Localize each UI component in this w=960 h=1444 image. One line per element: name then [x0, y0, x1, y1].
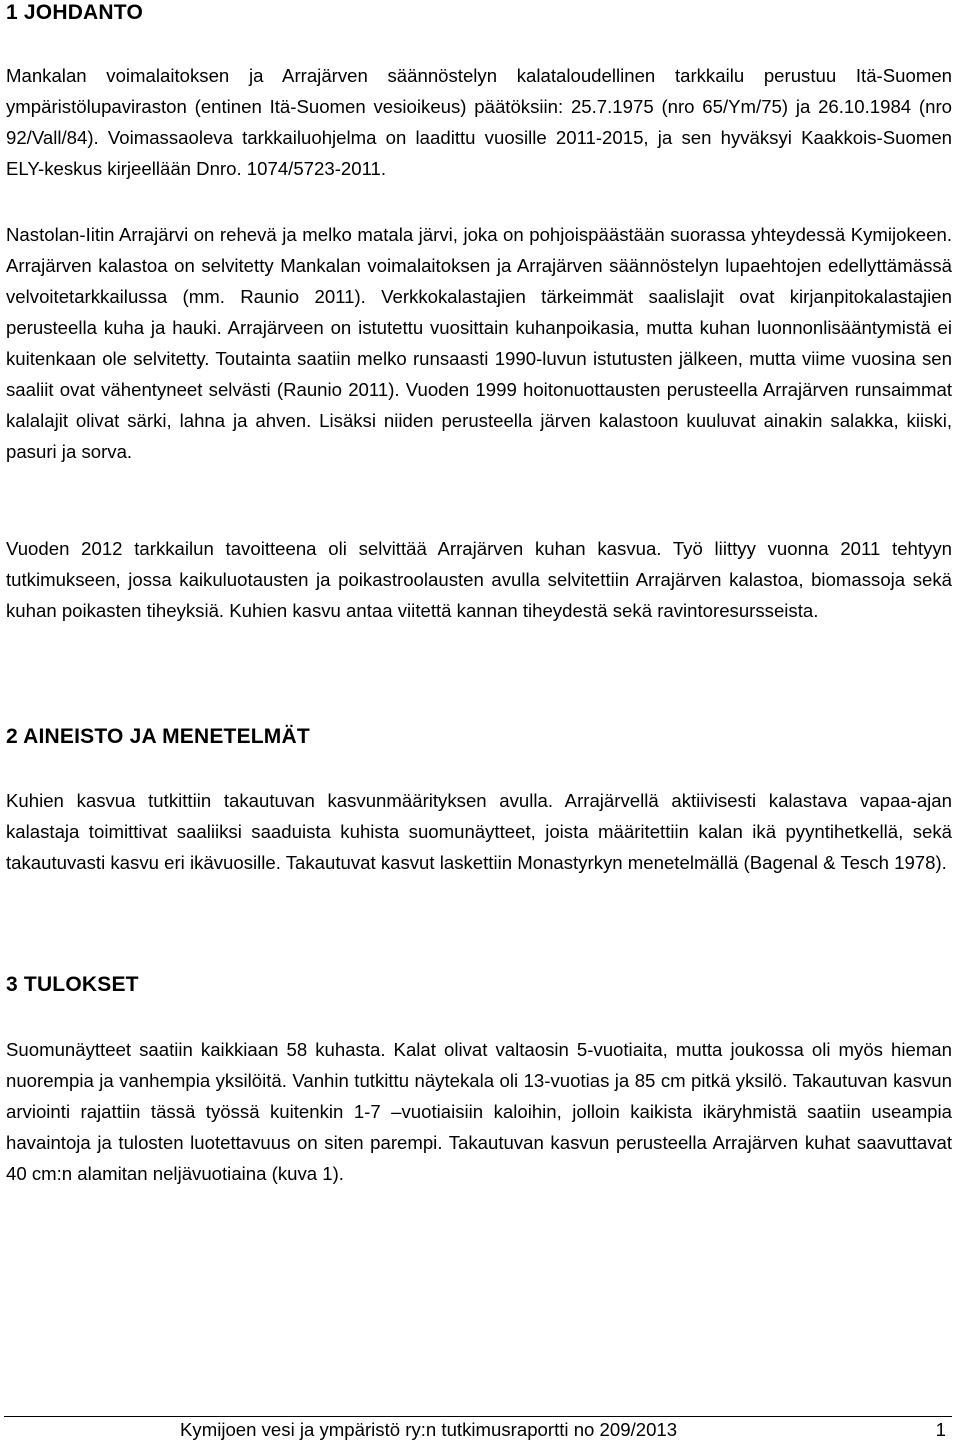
paragraph-methods-1: Kuhien kasvua tutkittiin takautuvan kasvunmäärityksen avulla. Arrajärvellä aktiivisesti kalastava vapaa-ajan kalastaja toimittivat saaliiksi saaduista kuhista suomunäytteet, joista määritettiin kalan ikä pyyntihetkellä, sekä takautuvasti kasvu eri ikävuosille. Takautuvat kasvut laskettiin Monastyrkyn menetelmällä (Bagenal & Tesch 1978). [6, 790, 952, 873]
section-heading-johdanto: 1 JOHDANTO [6, 1, 143, 24]
paragraph-intro-1: Mankalan voimalaitoksen ja Arrajärven säännöstelyn kalataloudellinen tarkkailu perustuu Itä-Suomen ympäristölupaviraston (entinen Itä-Suomen vesioikeus) päätöksiin: 25.7.1975 (nro 65/Ym/75) ja 26.10.1984 (nro 92/Vall/84). Voimassaoleva tarkkailuohjelma on laadittu vuosille 2011-2015, ja sen hyväksyi Kaakkois-Suomen ELY-keskus kirjeellään Dnro. 1074/5723-2011. [6, 65, 952, 179]
paragraph-intro-3: Vuoden 2012 tarkkailun tavoitteena oli selvittää Arrajärven kuhan kasvua. Työ liittyy vuonna 2011 tehtyyn tutkimukseen, jossa kaikuluotausten ja poikastroolausten avulla selvitettiin Arrajärven kalastoa, biomassoja sekä kuhan poikasten tiheyksiä. Kuhien kasvu antaa viitettä kannan tiheydestä sekä ravintoresursseista. [6, 538, 952, 621]
paragraph-intro-2: Nastolan-Iitin Arrajärvi on rehevä ja melko matala järvi, joka on pohjoispäästään suorassa yhteydessä Kymijokeen. Arrajärven kalastoa on selvitetty Mankalan voimalaitoksen ja Arrajärven säännöstelyn lupaehtojen edellyttämässä velvoitetarkkailussa (mm. Raunio 2011). Verkkokalastajien tärkeimmät saalislajit ovat kirjanpitokalastajien perusteella kuha ja hauki. Arrajärveen on istutettu vuosittain kuhanpoikasia, mutta kuhan luonnonlisääntymistä ei kuitenkaan ole selvitetty. Toutainta saatiin melko runsaasti 1990-luvun istutusten jälkeen, mutta viime vuosina sen saaliit ovat vähentyneet selvästi (Raunio 2011). Vuoden 1999 hoitonuottausten perusteella Arrajärven runsaimmat kalalajit olivat särki, lahna ja ahven. Lisäksi niiden perusteella järven kalastoon kuuluvat ainakin salakka, kiiski, pasuri ja sorva. [6, 224, 952, 462]
paragraph-results-1: Suomunäytteet saatiin kaikkiaan 58 kuhasta. Kalat olivat valtaosin 5-vuotiaita, mutta joukossa oli myös hieman nuorempia ja vanhempia yksilöitä. Vanhin tutkittu näytekala oli 13-vuotias ja 85 cm pitkä yksilö. Takautuvan kasvun arviointi rajattiin tässä työssä kuitenkin 1-7 –vuotiaisiin kaloihin, jolloin kaikista ikäryhmistä saatiin useampia havaintoja ja tulosten luotettavuus on siten parempi. Takautuvan kasvun perusteella Arrajärven kuhat saavuttavat 40 cm:n alamitan neljävuotiaina (kuva 1). [6, 1039, 952, 1184]
footer-divider [4, 1416, 952, 1417]
section-heading-tulokset: 3 TULOKSET [6, 973, 139, 996]
footer-report-title: Kymijoen vesi ja ympäristö ry:n tutkimusraportti no 209/2013 [180, 1419, 678, 1440]
footer-page-number: 1 [935, 1419, 946, 1440]
section-heading-aineisto: 2 AINEISTO JA MENETELMÄT [6, 725, 310, 748]
